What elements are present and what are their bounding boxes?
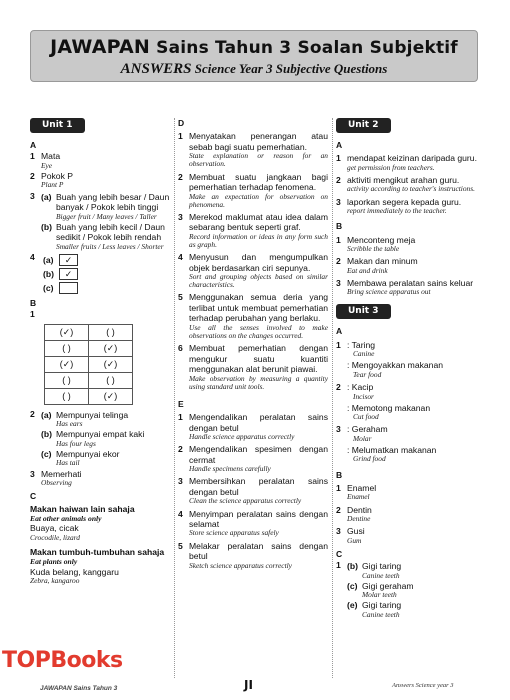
answer-item: 3 Membawa peralatan sains keluar Bring science apparatus out bbox=[336, 277, 474, 297]
footer-right-text: Answers Science year 3 bbox=[392, 682, 454, 689]
answer-item: (c) Gigi geraham Molar teeth bbox=[347, 580, 414, 600]
column-middle bbox=[178, 118, 328, 570]
answer-item: 4 (a) ✓ (b) ✓ (c) bbox=[30, 252, 172, 294]
answer-item: 3 Gusi Gum bbox=[336, 526, 365, 545]
answer-item: 2 aktiviti mengikut arahan guru. activity according to teacher's instructions. bbox=[336, 174, 475, 194]
tick-table: (✓) ( ) ( ) (✓) (✓) (✓) ( ) ( ) ( ) (✓) bbox=[44, 324, 133, 405]
answer-item: 6 Membuat pemerhatian dengan mengukur suatu kuantiti menggunakan alat berunit piawai. Make observation by measuring a quantity using standard unit tools. bbox=[178, 343, 328, 391]
column-unit2-3 bbox=[336, 118, 478, 619]
column-divider bbox=[174, 118, 175, 678]
answer-item: 1 Menconteng meja Scribble the table bbox=[336, 234, 416, 254]
answer-item: 1 Mata Eye bbox=[30, 151, 61, 170]
answer-item: (b) Gigi taring Canine teeth bbox=[347, 561, 402, 580]
answer-item: 5 Melakar peralatan sains dengan betul Sketch science apparatus correctly bbox=[178, 540, 328, 570]
tick-box: ✓ bbox=[59, 268, 78, 280]
answer-item: 2 Membuat suatu jangkaan bagi pemerhatian terhadap fenomena. Make an expectation for observation on phenomena. bbox=[178, 171, 328, 209]
section-label: A bbox=[336, 326, 343, 337]
column-divider bbox=[332, 118, 333, 678]
tick-box bbox=[59, 282, 78, 294]
answer-item: 1 mendapat keizinan daripada guru. get permission from teachers. bbox=[336, 153, 477, 172]
answer-item: 1 Mengendalikan peralatan sains dengan betul Handle science apparatus correctly bbox=[178, 412, 328, 442]
section-label: B bbox=[336, 469, 343, 480]
section-label: A bbox=[336, 139, 343, 150]
tick-box: ✓ bbox=[59, 254, 78, 266]
answer-item: 3 Merekod maklumat atau idea dalam sebarang bentuk seperti graf. Record information or ideas in any form such as graph. bbox=[178, 211, 328, 249]
answer-item: 2 Makan dan minum Eat and drink bbox=[336, 256, 418, 275]
group-heading: Makan haiwan lain sahaja bbox=[30, 503, 135, 514]
answer-item: 2 Dentin Dentine bbox=[336, 504, 372, 523]
footer-left-text: JAWAPAN Sains Tahun 3 bbox=[40, 685, 118, 692]
answer-item: 5 Menggunakan semua deria yang terlibat untuk membuat pemerhatian terhadap perubahan yang berlaku. Use all the senses involved to make observations on the changes occurred. bbox=[178, 292, 328, 340]
answer-item: 2 Pokok P Plant P bbox=[30, 170, 74, 190]
section-label: A bbox=[30, 139, 37, 150]
answer-item: 2 Mengendalikan spesimen dengan cermat Handle specimens carefully bbox=[178, 444, 328, 474]
answer-item: 4 Menyusun dan mengumpulkan objek berdasarkan ciri sepunya. Sort and grouping objects based on similar characteristics. bbox=[178, 252, 328, 290]
section-label: E bbox=[178, 398, 184, 409]
section-label: D bbox=[178, 118, 185, 128]
unit-heading: Unit 2 bbox=[336, 118, 391, 133]
unit-heading: Unit 3 bbox=[336, 304, 391, 319]
answer-item: 4 Menyimpan peralatan sains dengan selamat Store science apparatus safely bbox=[178, 508, 328, 538]
group-heading: Makan tumbuh-tumbuhan sahaja bbox=[30, 546, 165, 557]
section-label: B bbox=[30, 297, 37, 308]
section-label: C bbox=[30, 491, 37, 502]
answer-item: 3 (a) Buah yang lebih besar / Daun banyak / Pokok lebih tinggi Bigger fruit / Many leaves / Taller (b) Buah yang lebih kecil / Daun sedikit / Pokok lebih rendah Smaller fruits / Less leaves / Shorter bbox=[30, 190, 170, 251]
title-banner bbox=[30, 30, 478, 82]
topbooks-logo: TOPBooks bbox=[2, 648, 123, 673]
section-label: B bbox=[336, 221, 343, 232]
answer-item: 2 (a) Mempunyai telinga Has ears (b) Mempunyai empat kaki Has four legs (c) Mempunyai ekor Has tail bbox=[30, 408, 145, 468]
column-unit1: Unit 1 A 1 Mata Eye 2 Pokok P Plant P 3 (a) Buah yang lebih besar / Daun banyak / Pokok lebih tinggi Bigger fruit / Many leaves / Taller (b) Buah yang lebih kecil / Daun sedikit / Pokok lebih rendah Smaller fruits / Less leaves / Shorter 4 (a) ✓ (b) ✓ (c) B 1 (✓) ( ) ( ) (✓) (✓) (✓) ( ) ( ) ( ) (✓) 2 (a) Mempunyai telinga Has ears (b) Mempunyai empat kaki Has four legs (c) Mempunyai ekor Has tail 3 Memerhati Observing C Makan haiwan lain sahaja Eat other animals only Buaya, cicak Crocodile, lizard Makan tumbuh-tumbuhan sahaja Eat plants only Kuda belang, kanggaru Zebra, kangaroo bbox=[30, 118, 172, 585]
unit-heading: Unit 1 bbox=[30, 118, 85, 133]
section-label: C bbox=[336, 548, 343, 559]
page-title: JAWAPAN Sains Tahun 3 Soalan Subjektif bbox=[50, 36, 458, 58]
answer-item: 1 : Taring Canine : Mengoyakkan makanan Tear food bbox=[336, 339, 444, 379]
answer-item: (e) Gigi taring Canine teeth bbox=[347, 600, 402, 619]
answer-item: 2 : Kacip Incisor : Memotong makanan Cut food bbox=[336, 382, 431, 422]
answer-item: 3 Membersihkan peralatan sains dengan betul Clean the science apparatus correctly bbox=[178, 476, 328, 506]
answer-item: 1 Menyatakan penerangan atau sebab bagi suatu pemerhatian. State explanation or reason for an observation. bbox=[178, 131, 328, 169]
answer-item: 3 : Geraham Molar : Melumatkan makanan Grind food bbox=[336, 424, 437, 464]
page-number: JI bbox=[244, 678, 253, 692]
answer-item: 3 laporkan segera kepada guru. report immediately to the teacher. bbox=[336, 196, 462, 216]
page-subtitle: ANSWERS Science Year 3 Subjective Questions bbox=[120, 61, 388, 77]
answer-item: 1 (b) Gigi taring Canine teeth (c) Gigi geraham Molar teeth (e) Gigi taring Canine teeth bbox=[336, 560, 478, 619]
answer-item: 1 Enamel Enamel bbox=[336, 482, 377, 502]
answer-item: 3 Memerhati Observing bbox=[30, 468, 82, 487]
